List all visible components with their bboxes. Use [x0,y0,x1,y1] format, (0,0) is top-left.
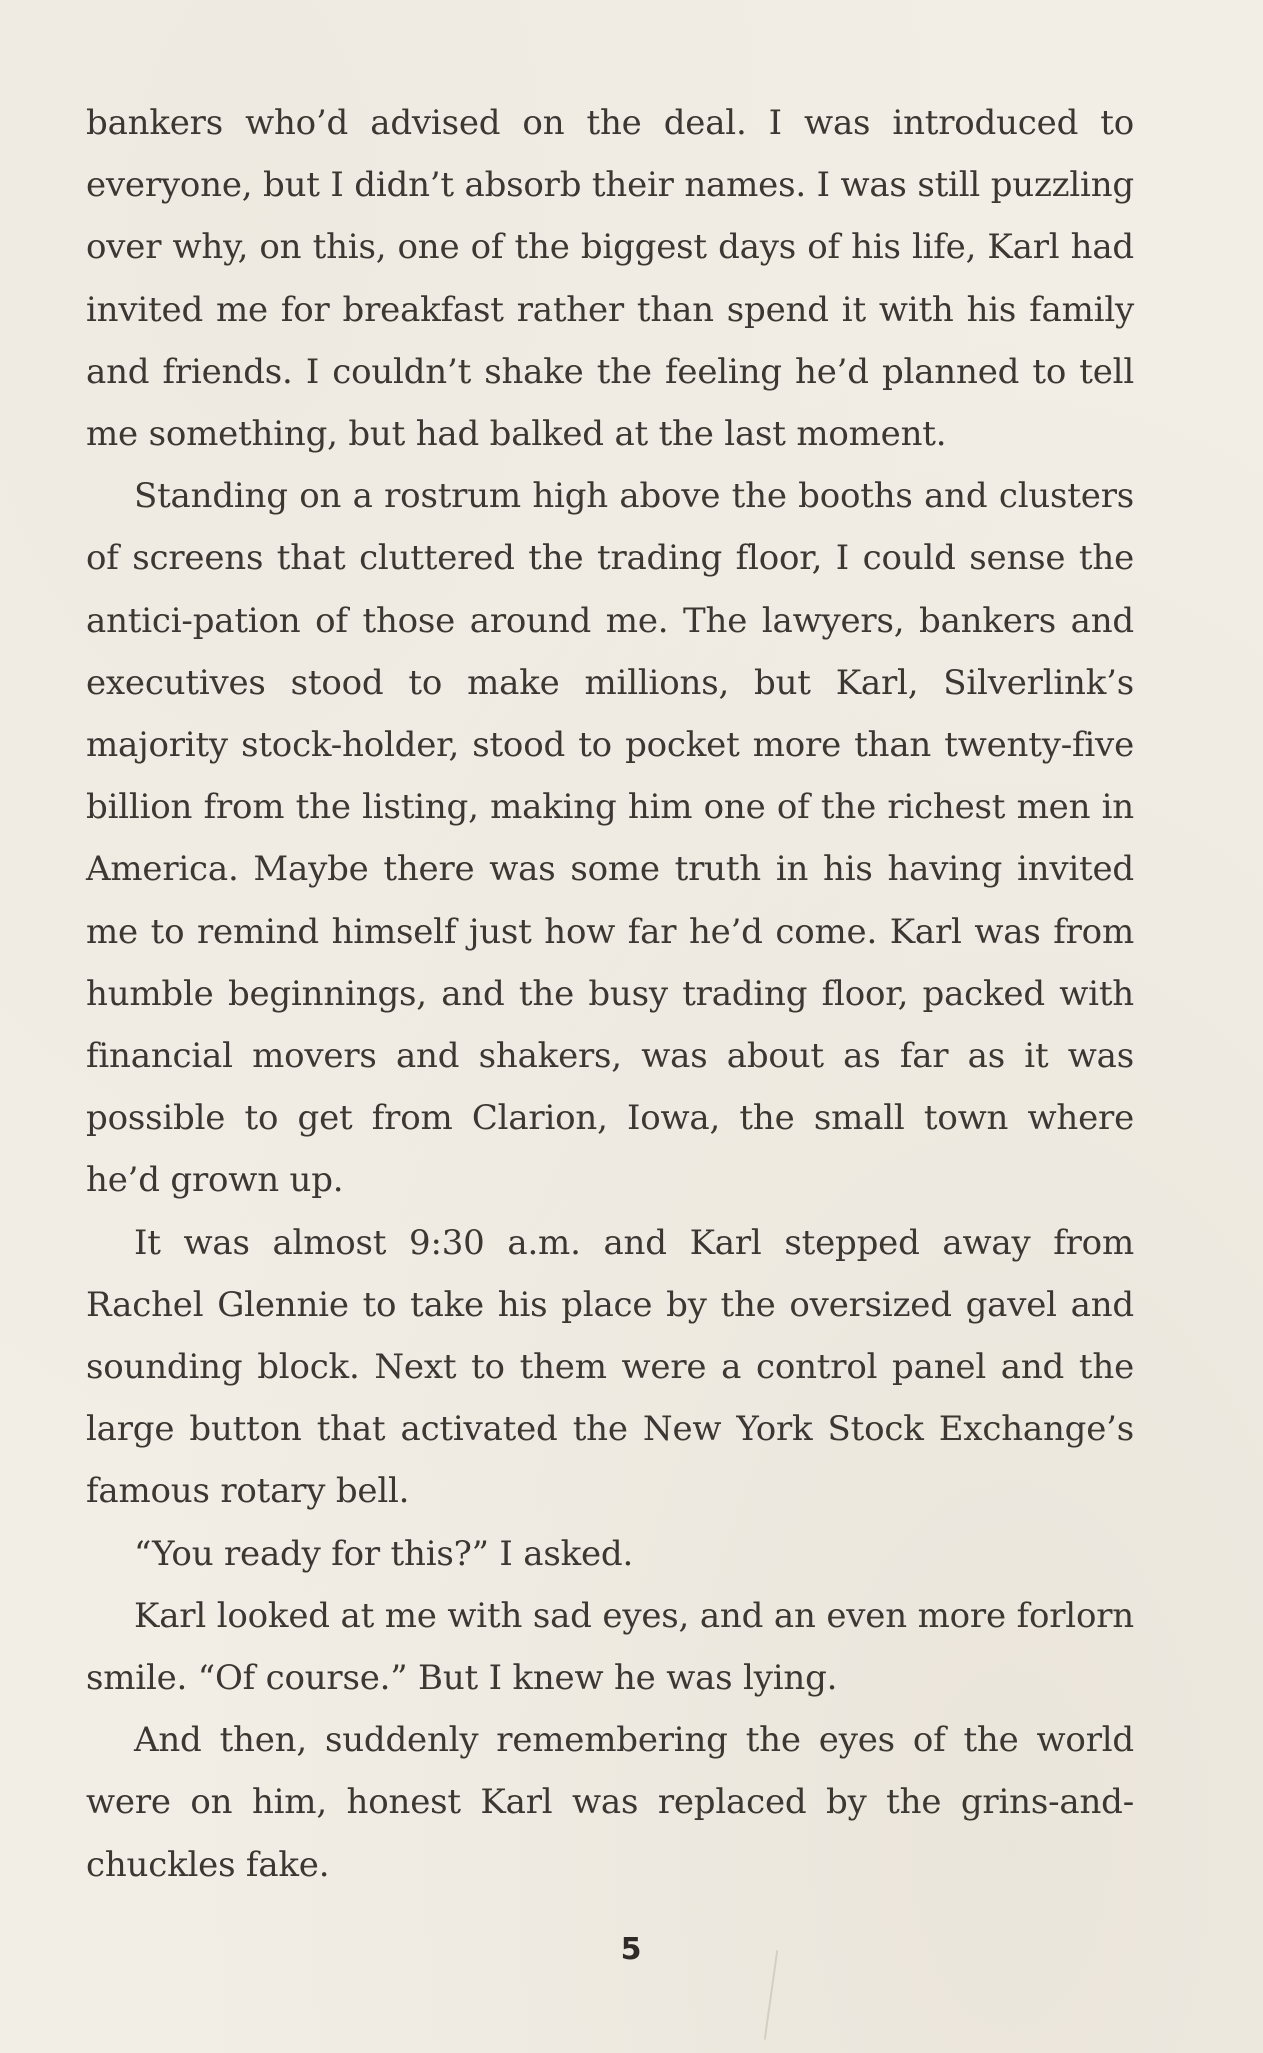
paragraph-5: Karl looked at me with sad eyes, and an even more forlorn smile. “Of course.” But I knew he was lying. [86,1595,1134,1699]
paragraph-2: Standing on a rostrum high above the booths and clusters of screens that cluttered the trading floor, I could sense the antici-pation of those around me. The lawyers, bankers and executives stood to make millions, but Karl, Silverlink’s majority stock-holder, stood to pocket more than twenty-five billion from the listing, making him one of the richest men in America. Maybe there was some truth in his having invited me to remind himself just how far he’d come. Karl was from humble beginnings, and the busy trading floor, packed with financial movers and shakers, was about as far as it was possible to get from Clarion, Iowa, the small town where he’d grown up. [86,476,1134,1201]
paragraph-3: It was almost 9:30 a.m. and Karl stepped away from Rachel Glennie to take his place by the oversized gavel and sounding block. Next to them were a control panel and the large button that activated the New York Stock Exchange’s famous rotary bell. [86,1222,1134,1512]
paragraph-4: “You ready for this?” I asked. [134,1533,634,1574]
body-text [86,92,1134,1896]
paragraph-1: bankers who’d advised on the deal. I was introduced to everyone, but I didn’t absorb their names. I was still puzzling over why, on this, one of the biggest days of his life, Karl had invited me for breakfast rather than spend it with his family and friends. I couldn’t shake the feeling he’d planned to tell me something, but had balked at the last moment. [86,103,1134,455]
paragraph-6: And then, suddenly remembering the eyes of the world were on him, honest Karl was replaced by the grins-and-chuckles fake. [86,1720,1134,1885]
page-number: 5 [620,1932,643,1967]
